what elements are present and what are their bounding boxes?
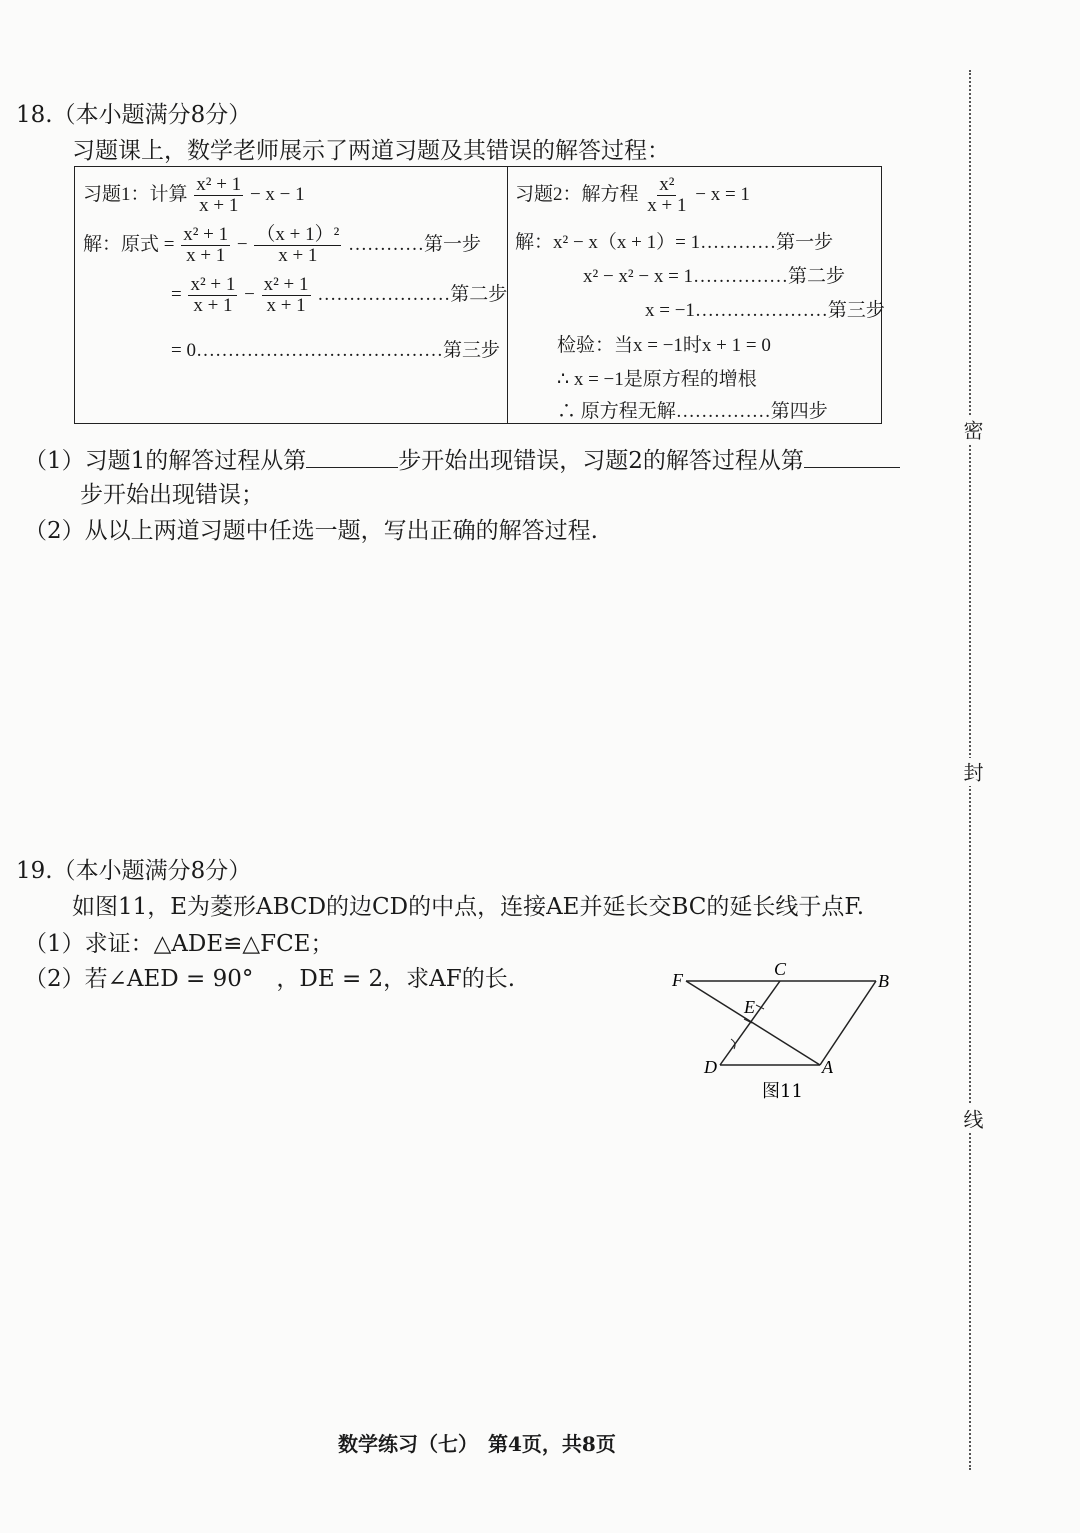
- ex1-s2-tail: …………………第二步: [317, 283, 508, 305]
- ex2-check: 检验：当x = −1时x + 1 = 0: [557, 335, 771, 356]
- ex1-title-prefix: 习题1：计算: [83, 183, 188, 205]
- line-FA: [686, 981, 820, 1065]
- ex1-frac-num: x² + 1: [196, 174, 242, 195]
- label-D: D: [704, 1057, 717, 1077]
- figure-caption: 图11: [762, 1081, 803, 1102]
- ex1-title-suffix: − x − 1: [249, 183, 305, 205]
- ex1-solve-label: 解：原式 =: [83, 233, 175, 255]
- ex1-step3: = 0…………………………………第三步: [171, 340, 500, 361]
- answer-blank-1[interactable]: [306, 449, 398, 468]
- ex2-step2: x² − x² − x = 1……………第二步: [583, 266, 846, 287]
- ex1-s2-den-b: x + 1: [266, 294, 306, 316]
- ex1-step2: [171, 275, 507, 316]
- ex1-s1-den-b: x + 1: [278, 244, 318, 266]
- line-BA: [820, 981, 876, 1065]
- ex2-title-prefix: 习题2：解方程: [515, 183, 639, 205]
- q18-part1-a: （1）习题1的解答过程从第: [24, 448, 307, 474]
- minus-sign: −: [236, 233, 248, 255]
- ex2-title: [515, 175, 750, 216]
- q18-header: 18.（本小题满分8分）: [16, 102, 252, 128]
- ex1-s1-den-a: x + 1: [186, 244, 226, 266]
- q18-intro: 习题课上，数学老师展示了两道习题及其错误的解答过程：: [72, 138, 670, 164]
- label-B: B: [878, 971, 889, 991]
- page-footer: 数学练习（七） 第4页，共8页: [338, 1432, 616, 1456]
- ex1-s2-num-a: x² + 1: [190, 274, 236, 295]
- minus-sign: −: [244, 283, 255, 305]
- binding-label-seal: 密: [958, 416, 987, 444]
- q18-part1-b: 步开始出现错误，习题2的解答过程从第: [398, 448, 804, 474]
- ex2-step1: 解：x² − x（x + 1）= 1…………第一步: [515, 232, 834, 253]
- label-C: C: [774, 959, 787, 979]
- q19-part1: （1）求证：△ADE≌△FCE；: [24, 931, 334, 957]
- answer-blank-2[interactable]: [804, 449, 900, 468]
- ex1-step1-frac-b: [254, 225, 341, 266]
- ex1-s1-num-a: x² + 1: [183, 224, 229, 245]
- q18-exercise-box: [74, 166, 885, 424]
- ex1-s1-tail: …………第一步: [348, 233, 482, 255]
- ex1-title: [83, 175, 305, 216]
- ex1-s1-num-b: （x + 1）²: [256, 224, 340, 245]
- q19-header: 19.（本小题满分8分）: [16, 858, 252, 884]
- ex1-step2-frac-b: [262, 275, 311, 316]
- ex1-title-fraction: [194, 175, 243, 216]
- ex1-step1: [83, 225, 481, 266]
- ex1-step1-frac-a: [181, 225, 230, 266]
- line-DC: [720, 981, 780, 1065]
- label-F: F: [672, 970, 683, 990]
- ex2-therefore1: ∴ x = −1是原方程的增根: [557, 369, 757, 390]
- equals-sign: =: [171, 283, 182, 305]
- label-A: A: [822, 1057, 833, 1077]
- ex1-frac-den: x + 1: [199, 194, 239, 216]
- binding-label-line: 线: [958, 1105, 987, 1133]
- q19-intro: 如图11，E为菱形ABCD的边CD的中点，连接AE并延长交BC的延长线于点F.: [72, 894, 865, 920]
- binding-label-close: 封: [958, 758, 987, 786]
- q18-part1-cont: 步开始出现错误；: [80, 482, 264, 508]
- ex2-therefore2: ∴ 原方程无解……………第四步: [557, 401, 828, 422]
- ex1-step2-frac-a: [188, 275, 237, 316]
- figure-11: [660, 955, 910, 1115]
- ex2-frac-den: x + 1: [647, 194, 687, 216]
- label-E: E: [744, 997, 755, 1017]
- ex1-s2-num-b: x² + 1: [263, 274, 309, 295]
- ex2-step3: x = −1…………………第三步: [645, 300, 885, 321]
- q19-part2: （2）若∠AED = 90° ，DE = 2，求AF的长.: [24, 966, 516, 992]
- ex2-frac-num: x²: [659, 174, 675, 195]
- ex1-s2-den-a: x + 1: [193, 294, 233, 316]
- q18-part1: [24, 442, 900, 475]
- ex2-title-suffix: − x = 1: [695, 183, 750, 205]
- ex2-title-fraction: [645, 175, 688, 216]
- q18-part2: （2）从以上两道习题中任选一题，写出正确的解答过程.: [24, 518, 598, 544]
